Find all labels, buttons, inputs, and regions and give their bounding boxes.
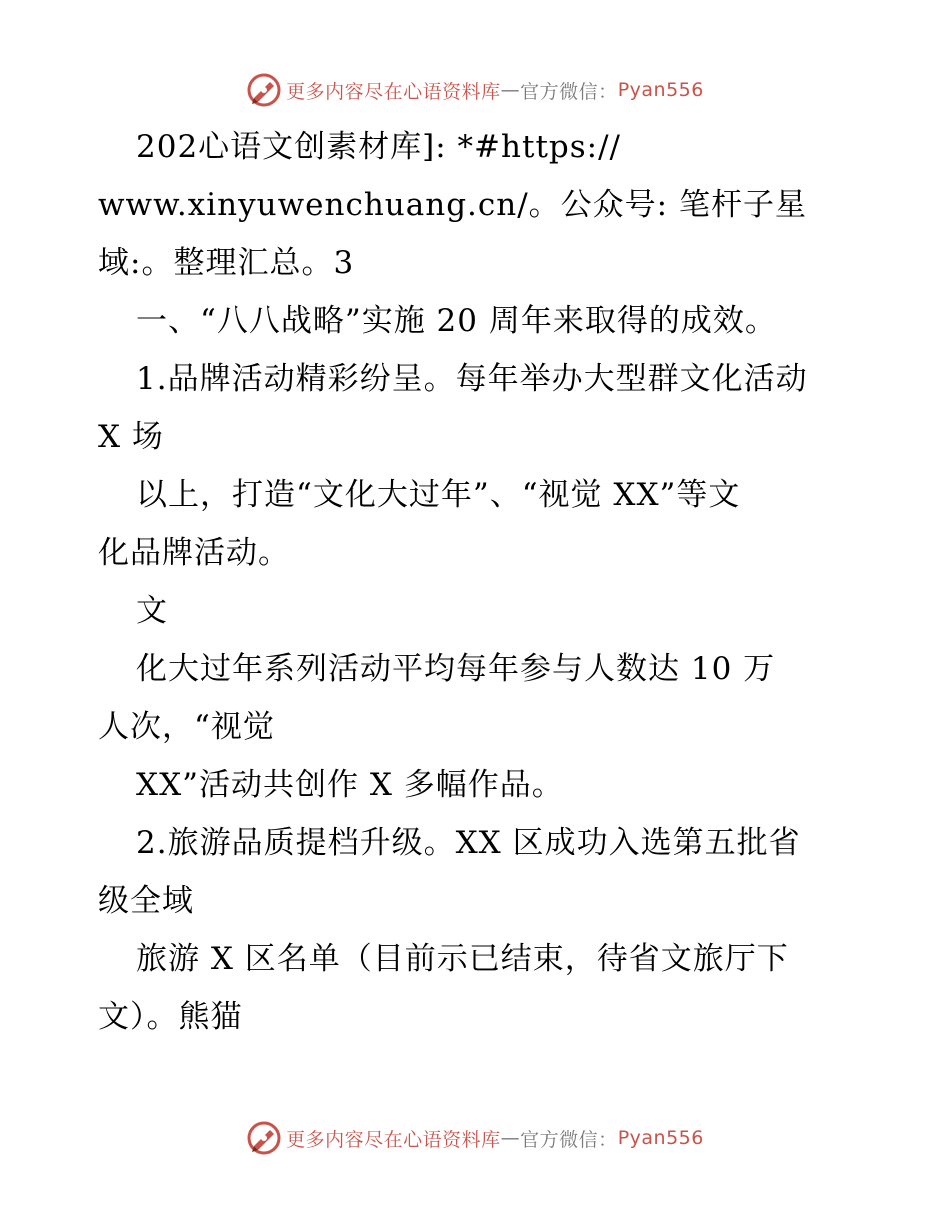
watermark-label: 官方微信：	[520, 1128, 618, 1151]
body-line: XX”活动共创作 X 多幅作品。	[136, 767, 564, 803]
body-line: 2.旅游品质提档升级。XX 区成功入选第五批省	[136, 825, 801, 861]
body-line: 级全域	[98, 883, 194, 919]
body-line: 化品牌活动。	[98, 535, 290, 571]
pen-logo-icon	[246, 72, 282, 108]
pen-logo-icon	[246, 1120, 282, 1156]
document-body	[98, 118, 858, 1046]
watermark-label: 官方微信：	[520, 80, 618, 103]
watermark-wechat-id: Pyan556	[617, 1127, 704, 1149]
footer-watermark	[0, 1118, 950, 1158]
body-line: 1.品牌活动精彩纷呈。每年举办大型群文化活动	[136, 361, 808, 397]
body-line: 人次，“视觉	[98, 709, 275, 745]
body-line: 旅游 X 区名单（目前示已结束，待省文旅厅下	[136, 941, 789, 977]
body-line: 以上，打造“文化大过年”、“视觉 XX”等文	[136, 477, 741, 513]
body-line: 一、“八八战略”实施 20 周年来取得的成效。	[136, 303, 777, 339]
body-line: 文）。熊猫	[98, 999, 243, 1035]
body-line: X 场	[98, 419, 164, 455]
watermark-main-text: 更多内容尽在心语资料库	[286, 1128, 501, 1151]
body-line: www.xinyuwenchuang.cn/。公众号: 笔杆子星	[98, 187, 807, 223]
body-line: 文	[136, 593, 168, 629]
watermark-dash: —	[500, 1127, 521, 1149]
body-line: 域:。整理汇总。3	[98, 245, 355, 281]
body-line: 化大过年系列活动平均每年参与人数达 10 万	[136, 651, 776, 687]
watermark-dash: —	[500, 79, 521, 101]
watermark-main-text: 更多内容尽在心语资料库	[286, 80, 501, 103]
body-line: 202心语文创素材库]: *#https://	[136, 129, 622, 165]
watermark-wechat-id: Pyan556	[617, 79, 704, 101]
header-watermark	[0, 70, 950, 110]
